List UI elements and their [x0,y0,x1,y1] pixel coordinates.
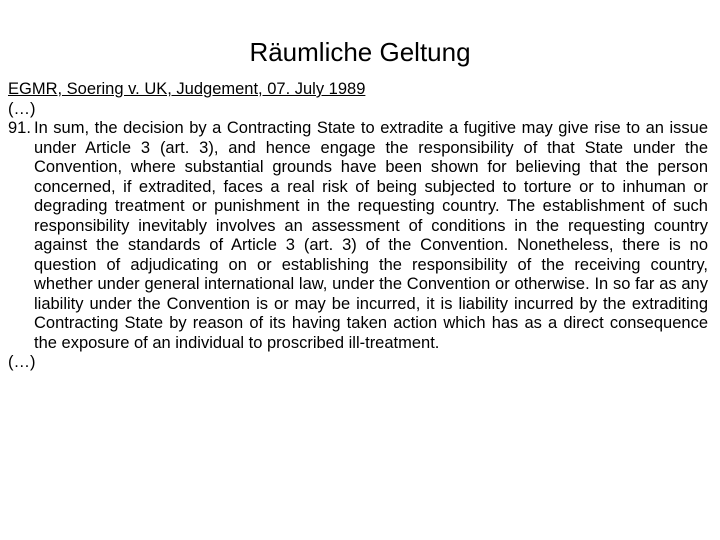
quoted-paragraph [8,119,708,353]
paragraph-number: 91. [8,119,31,137]
slide-title: Räumliche Geltung [249,37,471,67]
source-citation: EGMR, Soering v. UK, Judgement, 07. July 1989 [8,80,366,98]
slide-body [8,80,708,373]
paragraph-text: In sum, the decision by a Contracting State to extradite a fugitive may give rise to an issue under Article 3 (art. 3), and hence engage the responsibility of that State under the Convention, where substantial grounds have been shown for believing that the person concerned, if extradited, faces a real risk of being subjected to torture or to inhuman or degrading treatment or punishment in the requesting country. The establishment of such responsibility inevitably involves an assessment of conditions in the requesting country against the standards of Article 3 (art. 3) of the Convention. Nonetheless, there is no question of adjudicating on or establishing the responsibility of the receiving country, whether under general international law, under the Convention or otherwise. In so far as any liability under the Convention is or may be incurred, it is liability incurred by the extraditing Contracting State by reason of its having taken action which has as a direct consequence the exposure of an individual to proscribed ill-treatment. [34,119,708,352]
ellipsis-bottom: (…) [8,353,36,371]
ellipsis-top: (…) [8,99,36,118]
